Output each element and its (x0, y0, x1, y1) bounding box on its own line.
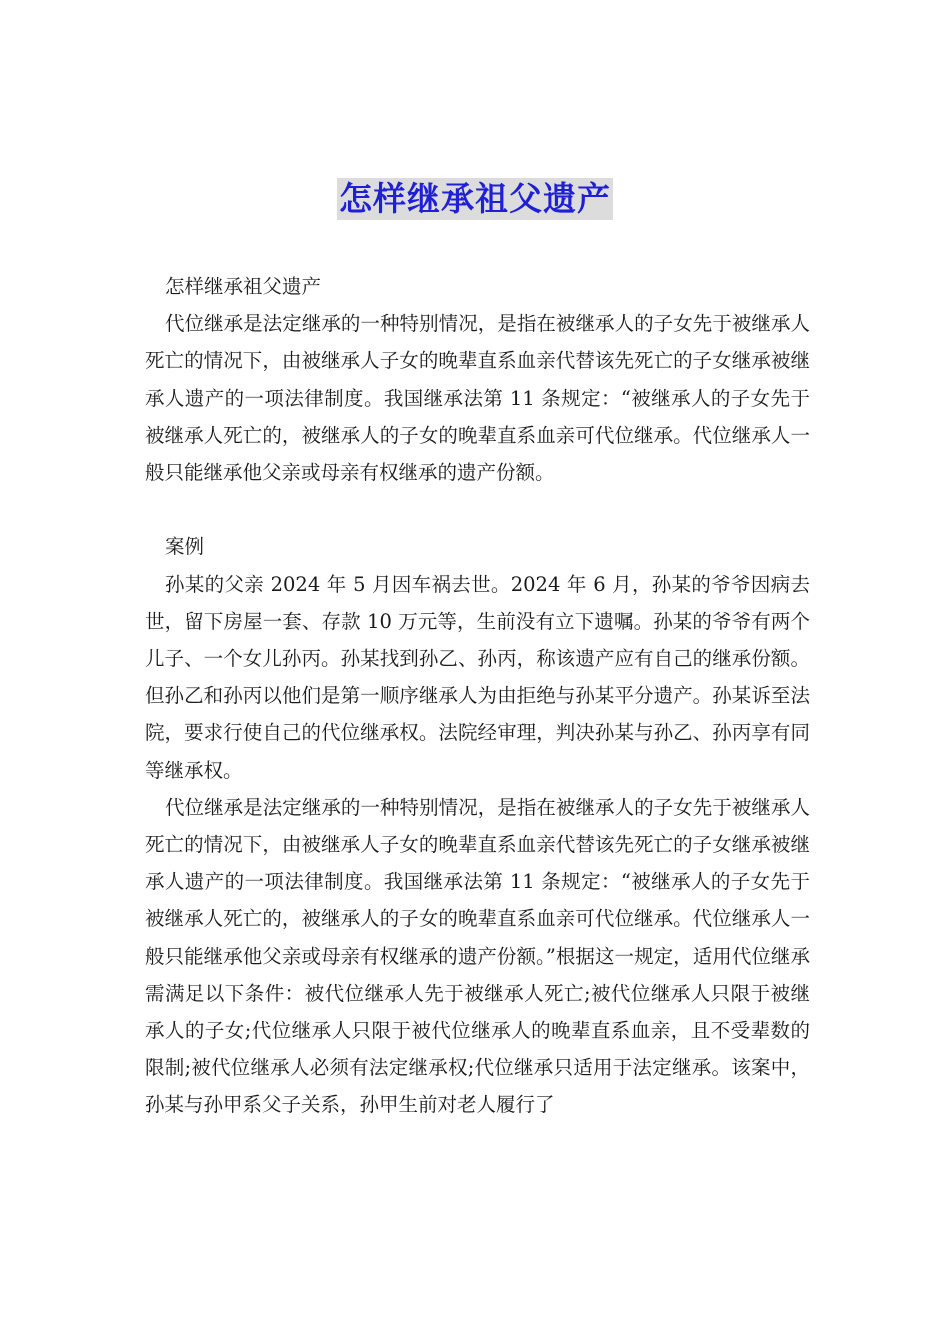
title-block (0, 178, 950, 220)
paragraph-heading: 怎样继承祖父遗产 (165, 275, 322, 298)
document-body (145, 268, 810, 1124)
paragraph-definition: 代位继承是法定继承的一种特别情况，是指在被继承人的子女先于被继承人死亡的情况下，由被继承人子女的晚辈直系血亲代替该先死亡的子女继承被继承人遗产的一项法律制度。我国继承法第 11 条规定：“被继承人的子女先于被继承人死亡的，被继承人的子女的晚辈直系血亲可代位继承。代位继承人一般只能继承他父亲或母亲有权继承的遗产份额。 (145, 312, 810, 485)
paragraph-case: 孙某的父亲 2024 年 5 月因车祸去世。2024 年 6 月，孙某的爷爷因病去世，留下房屋一套、存款 10 万元等，生前没有立下遗嘱。孙某的爷爷有两个儿子、一个女儿孙丙。孙某找到孙乙、孙丙，称该遗产应有自己的继承份额。但孙乙和孙丙以他们是第一顺序继承人为由拒绝与孙某平分遗产。孙某诉至法院，要求行使自己的代位继承权。法院经审理，判决孙某与孙乙、孙丙享有同等继承权。 (145, 572, 810, 782)
document-title: 怎样继承祖父遗产 (339, 179, 611, 218)
paragraph-analysis: 代位继承是法定继承的一种特别情况，是指在被继承人的子女先于被继承人死亡的情况下，由被继承人子女的晚辈直系血亲代替该先死亡的子女继承被继承人遗产的一项法律制度。我国继承法第 11 条规定：“被继承人的子女先于被继承人死亡的，被继承人的子女的晚辈直系血亲可代位继承。代位继承人一般只能继承他父亲或母亲有权继承的遗产份额。”根据这一规定，适用代位继承需满足以下条件：被代位继承人先于被继承人死亡;被代位继承人只限于被继承人的子女;代位继承人只限于被代位继承人的晚辈直系血亲，且不受辈数的限制;被代位继承人必须有法定继承权;代位继承只适用于法定继承。该案中，孙某与孙甲系父子关系，孙甲生前对老人履行了 (145, 795, 810, 1117)
paragraph-spacer (145, 491, 810, 528)
paragraph-case-label: 案例 (165, 535, 205, 559)
